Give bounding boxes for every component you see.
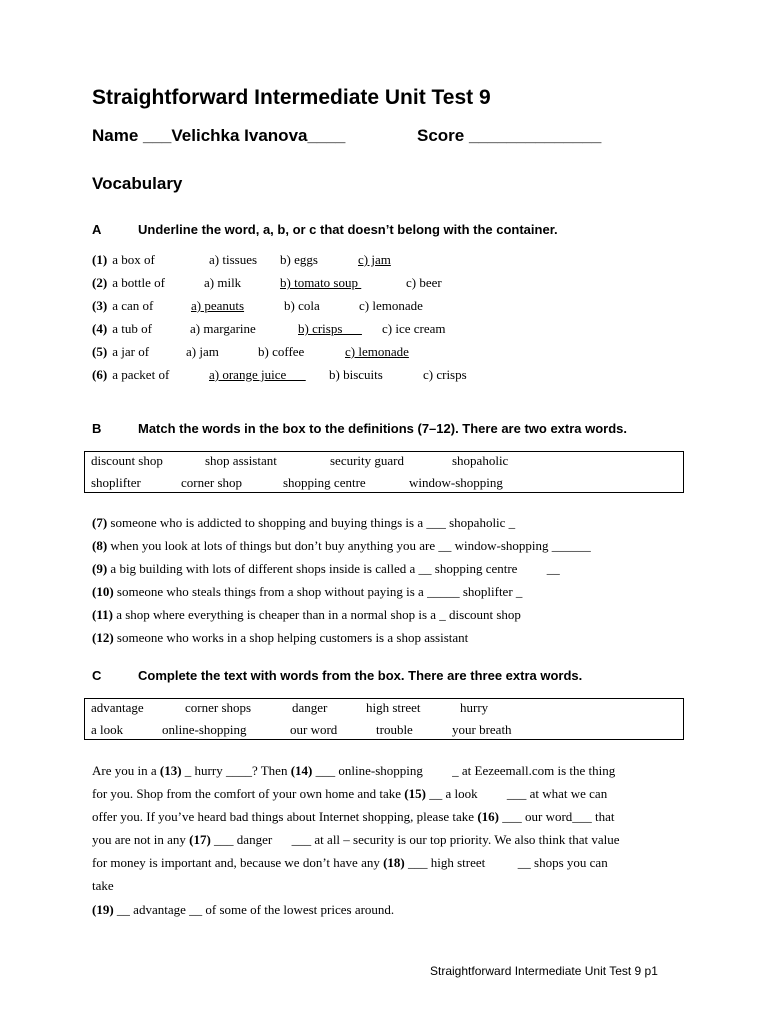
section-letter: B: [92, 421, 102, 436]
question-number: (7): [92, 515, 108, 530]
option-c[interactable]: c) lemonade: [345, 344, 409, 359]
definition-text[interactable]: someone who works in a shop helping customers is a shop assistant: [113, 630, 469, 645]
gap-number: (13): [159, 763, 182, 778]
box-word: corner shop: [181, 475, 243, 490]
page-title: Straightforward Intermediate Unit Test 9: [92, 86, 491, 109]
question-number: (11): [92, 607, 113, 622]
gap-number: (17): [189, 832, 211, 847]
definition-item: [92, 561, 560, 577]
box-word: shopping centre: [283, 475, 366, 490]
option-c[interactable]: c) crisps: [423, 367, 467, 382]
option-c[interactable]: c) jam: [358, 252, 391, 267]
option-c[interactable]: c) ice cream: [382, 321, 446, 336]
paragraph-text[interactable]: for money is important and, because we don’t have any: [92, 855, 384, 870]
paragraph-text[interactable]: you are not in any: [92, 832, 190, 847]
gap-number: (19): [92, 902, 114, 917]
definition-item: [92, 515, 515, 531]
box-word: discount shop: [91, 453, 163, 468]
word-box-c: [84, 698, 684, 740]
box-word: security guard: [330, 453, 405, 468]
question-number: (1): [92, 252, 108, 267]
paragraph-text[interactable]: ___ our word___ that: [498, 809, 615, 824]
page-footer: Straightforward Intermediate Unit Test 9 p1: [430, 964, 658, 978]
paragraph-text[interactable]: _ hurry ____? Then: [181, 763, 291, 778]
box-word: danger: [292, 700, 328, 715]
section-instruction: Complete the text with words from the box. There are three extra words.: [138, 668, 583, 683]
question-stem: a jar of: [109, 344, 150, 359]
paragraph-text[interactable]: __ advantage __ of some of the lowest prices around.: [113, 902, 395, 917]
question-stem: a can of: [109, 298, 154, 313]
section-instruction: Match the words in the box to the definitions (7–12). There are two extra words.: [138, 421, 628, 436]
box-word: our word: [290, 722, 338, 737]
option-a[interactable]: a) margarine: [190, 321, 256, 336]
paragraph-text[interactable]: take: [92, 878, 114, 893]
option-b[interactable]: b) crisps: [298, 321, 362, 336]
box-word: shop assistant: [205, 453, 277, 468]
question-number: (10): [92, 584, 114, 599]
box-word: hurry: [460, 700, 489, 715]
option-a[interactable]: a) milk: [204, 275, 242, 290]
option-c[interactable]: c) beer: [406, 275, 442, 290]
definition-text[interactable]: a shop where everything is cheaper than in a normal shop is a _ discount shop: [112, 607, 521, 622]
option-b[interactable]: b) coffee: [258, 344, 305, 359]
section-letter: A: [92, 222, 102, 237]
paragraph-text[interactable]: ___ online-shopping _ at Eezeemall.com is the thing: [312, 763, 616, 778]
option-a[interactable]: a) tissues: [209, 252, 258, 267]
student-name-line: Name ___Velichka Ivanova____: [92, 126, 346, 145]
box-word: online-shopping: [162, 722, 247, 737]
paragraph-line: [92, 832, 620, 848]
box-word: high street: [366, 700, 421, 715]
section-letter: C: [92, 668, 102, 683]
paragraph-text[interactable]: for you. Shop from the comfort of your own home and take: [92, 786, 405, 801]
option-a[interactable]: a) peanuts: [191, 298, 245, 313]
definition-text[interactable]: someone who steals things from a shop without paying is a _____ shoplifter _: [113, 584, 523, 599]
box-word: corner shops: [185, 700, 252, 715]
word-box-b: [84, 451, 684, 493]
question-stem: a tub of: [109, 321, 152, 336]
paragraph-text[interactable]: ___ danger ___ at all – security is our top priority. We also think that value: [210, 832, 620, 847]
option-a[interactable]: a) jam: [186, 344, 219, 359]
option-c[interactable]: c) lemonade: [359, 298, 423, 313]
definition-text[interactable]: a big building with lots of different shops inside is called a __ shopping centre __: [107, 561, 560, 576]
question-number: (2): [92, 275, 108, 290]
gap-number: (18): [383, 855, 405, 870]
question-number: (4): [92, 321, 108, 336]
question-number: (9): [92, 561, 108, 576]
definition-item: [92, 538, 591, 554]
definition-item: [92, 630, 468, 646]
definition-text[interactable]: someone who is addicted to shopping and buying things is a ___ shopaholic _: [107, 515, 516, 530]
option-b[interactable]: b) cola: [284, 298, 320, 313]
box-word: a look: [91, 722, 124, 737]
score-line: Score ______________: [417, 126, 602, 145]
option-a[interactable]: a) orange juice: [209, 367, 306, 382]
paragraph-line: [92, 878, 114, 894]
option-b[interactable]: b) eggs: [280, 252, 318, 267]
box-word: shopaholic: [452, 453, 509, 468]
paragraph-text[interactable]: Are you in a: [92, 763, 160, 778]
definition-item: [92, 584, 522, 600]
question-number: (3): [92, 298, 108, 313]
box-word: advantage: [91, 700, 144, 715]
gap-number: (16): [477, 809, 499, 824]
vocabulary-heading: Vocabulary: [92, 174, 183, 193]
paragraph-text[interactable]: offer you. If you’ve heard bad things about Internet shopping, please take: [92, 809, 478, 824]
definition-item: [92, 607, 521, 623]
option-b[interactable]: b) biscuits: [329, 367, 383, 382]
question-number: (8): [92, 538, 108, 553]
paragraph-line: [92, 786, 607, 802]
question-stem: a box of: [109, 252, 155, 267]
box-word: shoplifter: [91, 475, 141, 490]
section-instruction: Underline the word, a, b, or c that doesn’t belong with the container.: [138, 222, 558, 237]
question-number: (6): [92, 367, 108, 382]
definition-text[interactable]: when you look at lots of things but don’t buy anything you are __ window-shopping ______: [107, 538, 591, 553]
box-word: trouble: [376, 722, 413, 737]
question-stem: a packet of: [109, 367, 170, 382]
paragraph-line: [92, 763, 615, 779]
paragraph-text[interactable]: __ a look ___ at what we can: [425, 786, 608, 801]
question-number: (12): [92, 630, 114, 645]
paragraph-line: [92, 855, 608, 871]
box-word: your breath: [452, 722, 512, 737]
gap-number: (14): [290, 763, 313, 778]
paragraph-line: [92, 809, 615, 825]
option-b[interactable]: b) tomato soup: [280, 275, 362, 290]
box-word: window-shopping: [409, 475, 503, 490]
paragraph-text[interactable]: ___ high street __ shops you can: [404, 855, 608, 870]
gap-number: (15): [404, 786, 426, 801]
question-stem: a bottle of: [109, 275, 165, 290]
question-number: (5): [92, 344, 108, 359]
paragraph-line: [92, 902, 394, 918]
